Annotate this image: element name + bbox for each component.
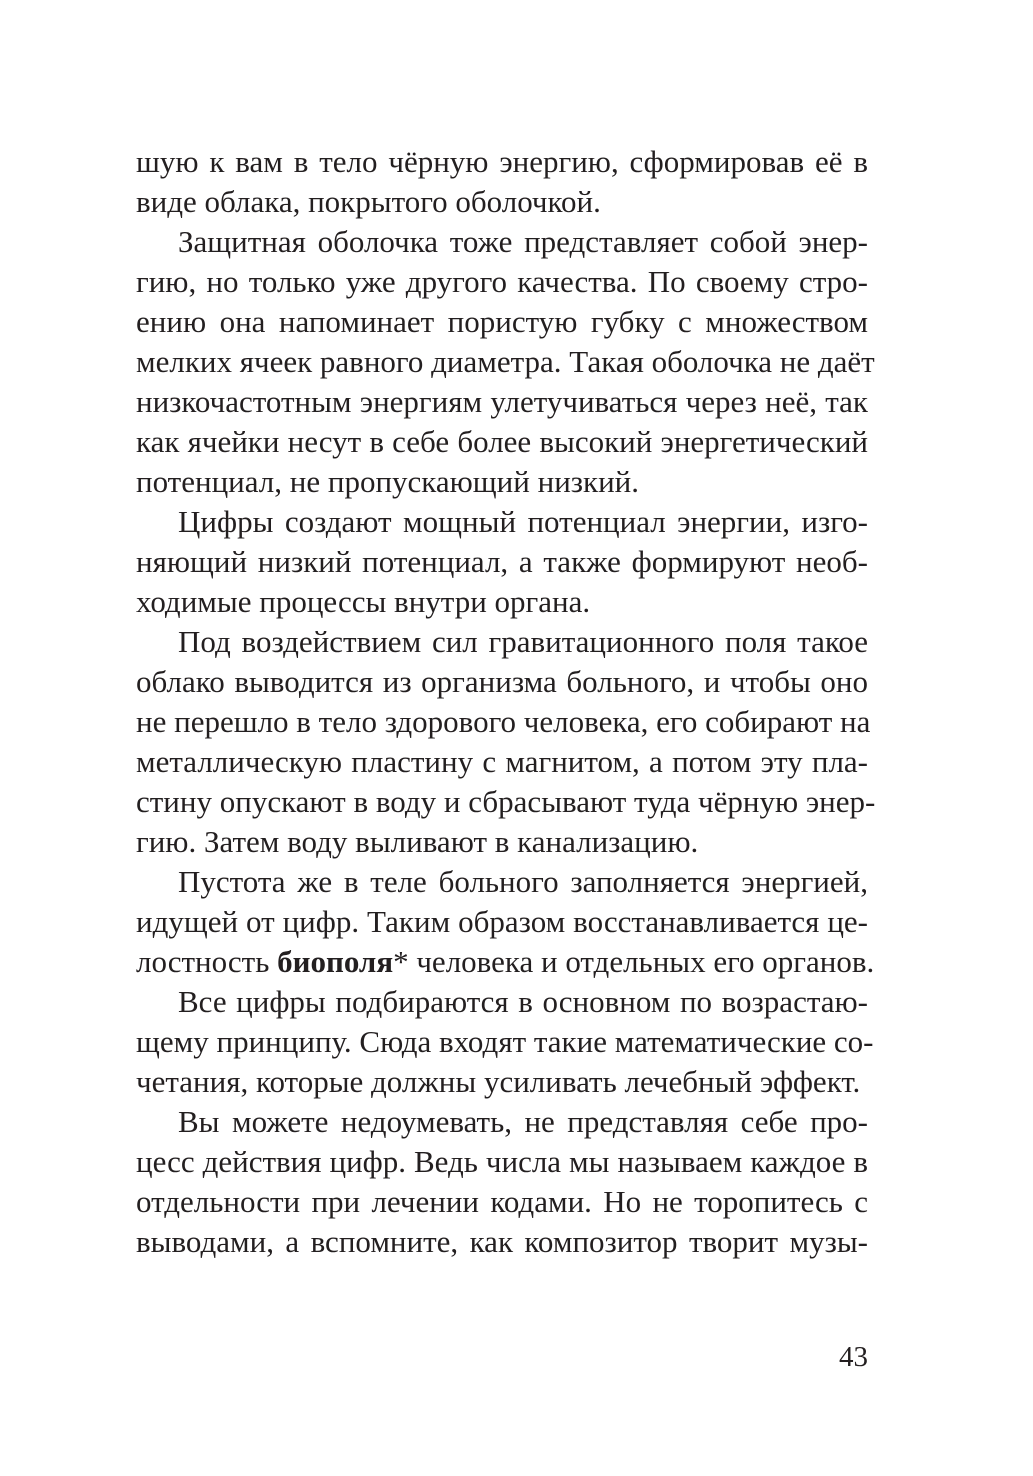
text-line: отдельности при лечении кодами. Но не торопитесь с <box>136 1184 868 1219</box>
text-line: няющий низкий потенциал, а также формируют необ- <box>136 544 868 579</box>
text-line: мелких ячеек равного диаметра. Такая оболочка не даёт <box>136 344 875 379</box>
text-line: металлическую пластину с магнитом, а потом эту пла- <box>136 744 868 779</box>
text-run: человека и отдельных его органов. <box>408 944 875 979</box>
text-line: ходимые процессы внутри органа. <box>136 584 591 619</box>
text-run: лостность <box>136 944 278 979</box>
text-line: выводами, а вспомните, как композитор творит музы- <box>136 1224 868 1259</box>
text-line: ению она напоминает пористую губку с множеством <box>136 304 868 339</box>
text-line: Защитная оболочка тоже представляет собой энер- <box>178 224 868 259</box>
text-line: низкочастотным энергиям улетучиваться через неё, так <box>136 384 868 419</box>
page-number: 43 <box>839 1341 868 1373</box>
text-line: облако выводится из организма больного, и чтобы оно <box>136 664 868 699</box>
body-text <box>136 142 876 1262</box>
text-line: гию, но только уже другого качества. По своему стро- <box>136 264 868 299</box>
text-line: Под воздействием сил гравитационного поля такое <box>178 624 868 659</box>
text-line: Все цифры подбираются в основном по возрастаю- <box>178 984 868 1019</box>
text-line: Цифры создают мощный потенциал энергии, изго- <box>178 504 868 539</box>
text-line: цесс действия цифр. Ведь числа мы называем каждое в <box>136 1144 868 1179</box>
text-line: идущей от цифр. Таким образом восстанавливается це- <box>136 904 868 939</box>
text-line: как ячейки несут в себе более высокий энергетический <box>136 424 868 459</box>
text-line: Вы можете недоумевать, не представляя себе про- <box>178 1104 868 1139</box>
bold-term: биополя <box>277 944 394 979</box>
text-line: Пустота же в теле больного заполняется энергией, <box>178 864 868 899</box>
text-line: потенциал, не пропускающий низкий. <box>136 464 640 499</box>
text-line: не перешло в тело здорового человека, его собирают на <box>136 704 871 739</box>
text-line: шую к вам в тело чёрную энергию, сформировав её в <box>136 144 868 179</box>
footnote-mark: * <box>393 944 409 979</box>
text-line-with-term <box>136 942 875 982</box>
text-line: гию. Затем воду выливают в канализацию. <box>136 824 699 859</box>
text-line: щему принципу. Сюда входят такие математические со- <box>136 1024 874 1059</box>
text-line: стину опускают в воду и сбрасывают туда чёрную энер- <box>136 784 876 819</box>
text-line: виде облака, покрытого оболочкой. <box>136 184 601 219</box>
text-line: четания, которые должны усиливать лечебный эффект. <box>136 1064 861 1099</box>
